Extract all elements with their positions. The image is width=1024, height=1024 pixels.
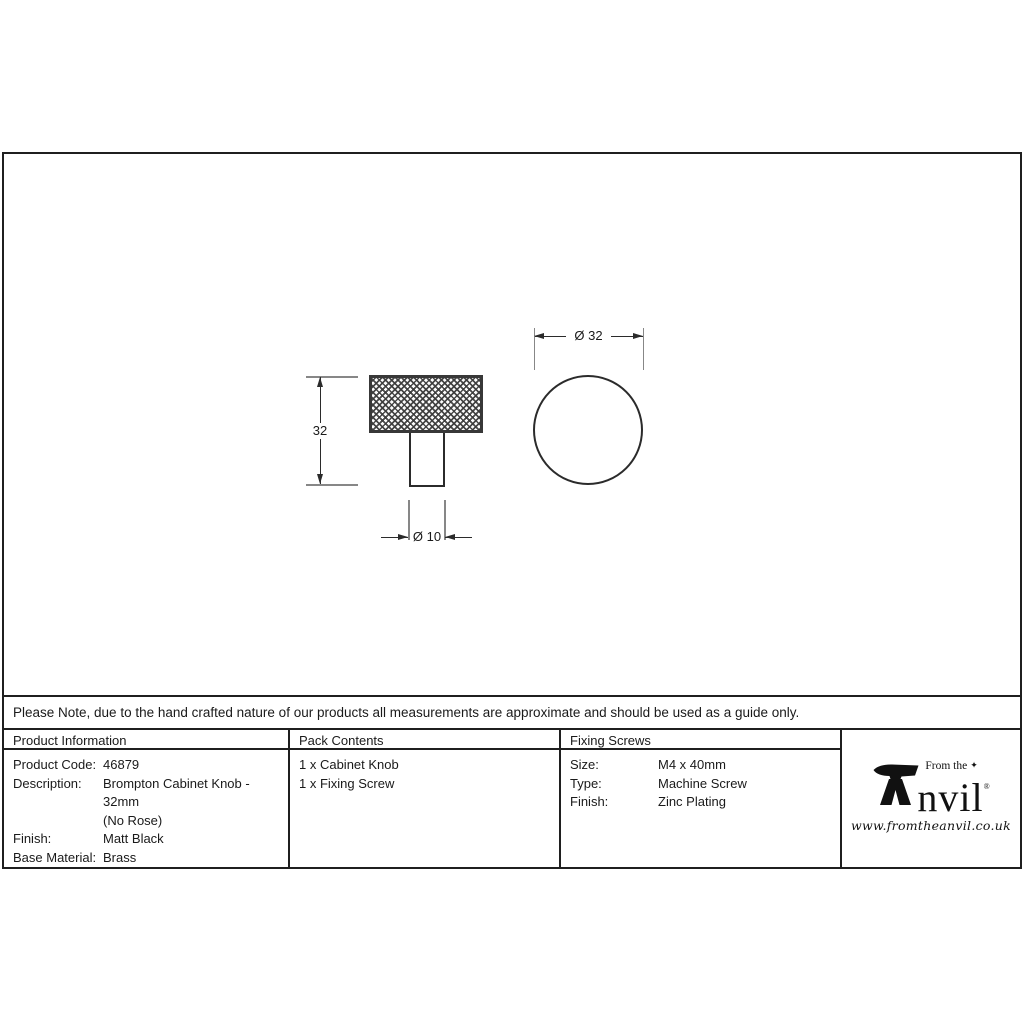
technical-drawing: [4, 154, 1020, 695]
anvil-icon: [872, 763, 920, 807]
logo-cell: [840, 730, 1020, 867]
arrow-right-icon: [398, 534, 408, 540]
table-row: [13, 849, 288, 868]
product-information-body: [4, 750, 288, 867]
pack-item: 1 x Fixing Screw: [299, 775, 395, 791]
logo-text-block: [917, 760, 990, 820]
arrow-up-icon: [317, 377, 323, 387]
arrow-right-icon: [633, 333, 643, 339]
spec-value: (No Rose): [103, 812, 163, 828]
table-row: [570, 793, 840, 812]
spec-table: [4, 728, 1020, 867]
table-row: [13, 756, 288, 775]
spec-label: Base Material:: [13, 849, 97, 865]
brand-text: nvil®: [917, 775, 990, 820]
spec-value: Brass: [103, 849, 137, 865]
knob-top-view-circle: [533, 375, 643, 485]
note-bar: [4, 695, 1020, 728]
pack-contents-header: Pack Contents: [290, 730, 559, 750]
arrow-left-icon: [445, 534, 455, 540]
extension-line: [306, 484, 358, 486]
table-row: [13, 812, 288, 831]
logo-top: [851, 760, 1011, 820]
spec-label: Description:: [13, 775, 82, 791]
registered-mark: ®: [983, 782, 990, 791]
spec-label: Size:: [570, 757, 599, 772]
spec-value: Matt Black: [103, 831, 164, 846]
spec-value: Zinc Plating: [658, 794, 726, 809]
table-row: [570, 775, 840, 794]
from-the-anvil-logo: [851, 760, 1011, 837]
stem-diameter-label: Ø 10: [412, 529, 442, 544]
table-row: [570, 756, 840, 775]
spec-label: Finish:: [570, 794, 609, 809]
sheet-frame: [2, 152, 1022, 869]
pack-contents-body: [290, 750, 559, 793]
extension-line: [306, 376, 358, 378]
product-information-column: [4, 730, 288, 867]
spec-label: [13, 812, 103, 831]
arrow-down-icon: [317, 474, 323, 484]
table-row: [13, 830, 288, 849]
spec-value: Brompton Cabinet Knob - 32mm: [103, 775, 250, 809]
note-text: Please Note, due to the hand crafted nature of our products all measurements are approximate and should be used as a guide only.: [13, 705, 800, 720]
spec-label: Product Code:: [13, 757, 97, 772]
spec-value: M4 x 40mm: [658, 757, 726, 772]
knob-stem: [409, 433, 445, 487]
top-diameter-label: Ø 32: [566, 328, 611, 344]
logo-url: www.fromtheanvil.co.uk: [850, 818, 1012, 833]
pack-item: 1 x Cabinet Knob: [299, 757, 399, 772]
spec-value: Machine Screw: [658, 775, 747, 791]
spec-label: Finish:: [13, 831, 52, 846]
product-information-header: Product Information: [4, 730, 288, 750]
fixing-screws-header: Fixing Screws: [561, 730, 840, 750]
table-row: [13, 775, 288, 812]
spec-label: Type:: [570, 775, 602, 791]
fixing-screws-column: [559, 730, 840, 867]
knob-head-knurled: [369, 375, 483, 433]
height-dimension-label: 32: [306, 423, 334, 439]
arrow-left-icon: [534, 333, 544, 339]
fixing-screws-body: [561, 750, 840, 812]
from-the-text: From the ✦: [925, 760, 978, 772]
spec-value: 46879: [103, 757, 140, 772]
diamond-icon: ✦: [970, 760, 978, 770]
pack-contents-column: [288, 730, 559, 867]
